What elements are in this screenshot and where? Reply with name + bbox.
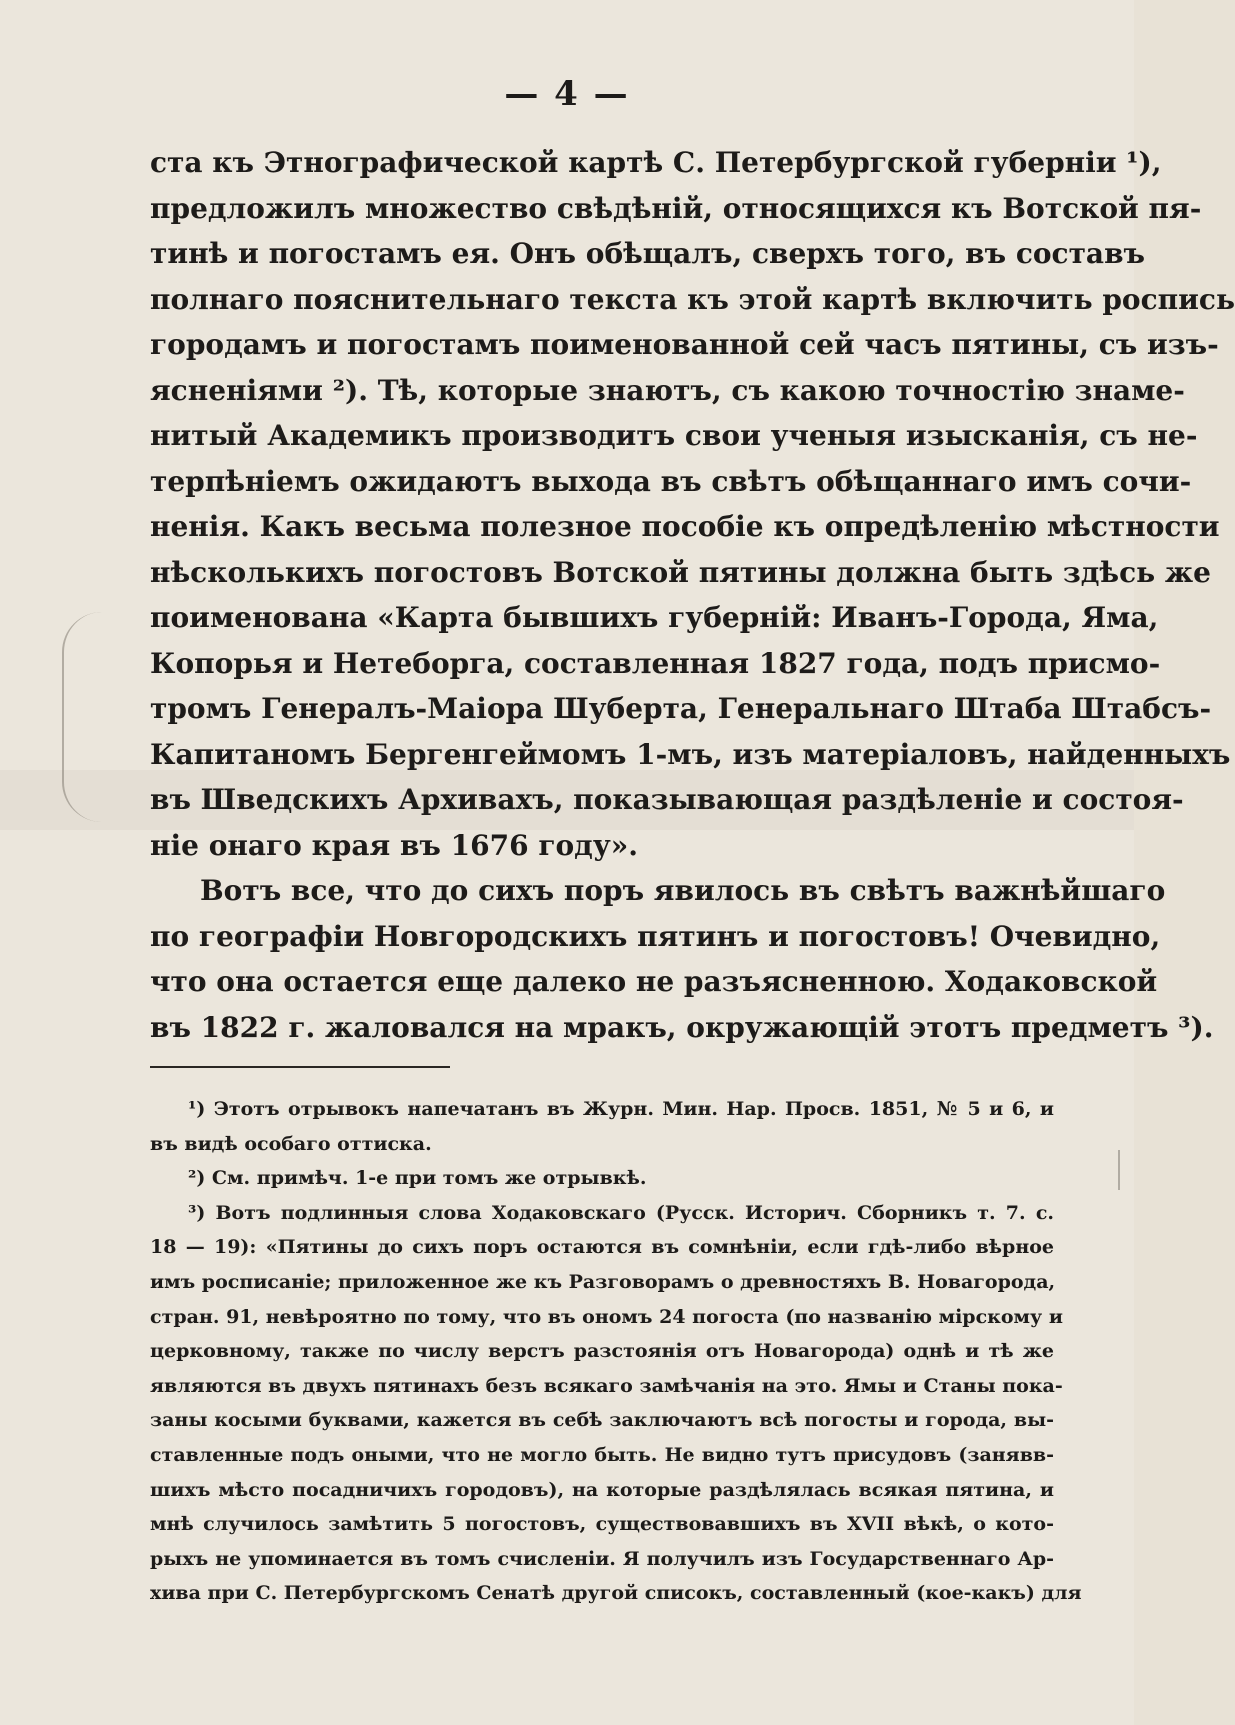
text-line: ясненіями ²). Тѣ, которые знаютъ, съ какою точностію знаме- (150, 373, 1185, 407)
footnote-line: ¹) Этотъ отрывокъ напечатанъ въ Журн. Мин. Нар. Просв. 1851, № 5 и 6, и (188, 1098, 1054, 1120)
text-line: въ 1822 г. жаловался на мракъ, окружающій этотъ предметъ ³). (150, 1010, 1214, 1044)
text-line: ста къ Этнографической картѣ С. Петербургской губерніи ¹), (150, 146, 1162, 179)
footnote-line: хива при С. Петербургскомъ Сенатѣ другой списокъ, составленный (кое-какъ) для (150, 1582, 1082, 1605)
text-line: по географіи Новгородскихъ пятинъ и погостовъ! Очевидно, (150, 919, 1161, 953)
footnote-line: стран. 91, невѣроятно по тому, что въ ономъ 24 погоста (по названію мірскому и (150, 1305, 1063, 1328)
footnote-line: рыхъ не упоминается въ томъ счисленіи. Я получилъ изъ Государственнаго Ар- (150, 1547, 1054, 1570)
footnote-line: являются въ двухъ пятинахъ безъ всякаго замѣчанія на это. Ямы и Станы пока- (150, 1374, 1063, 1397)
text-line: Капитаномъ Бергенгеймомъ 1-мъ, изъ матеріаловъ, найденныхъ (150, 737, 1231, 771)
text-line: терпѣніемъ ожидаютъ выхода въ свѣтъ обѣщаннаго имъ сочи- (150, 464, 1192, 498)
footnote-line: мнѣ случилось замѣтить 5 погостовъ, существовавшихъ въ XVII вѣкѣ, о кото- (150, 1513, 1054, 1536)
text-line: Вотъ все, что до сихъ поръ явилось въ свѣтъ важнѣйшаго (200, 874, 1166, 907)
footnote-line: заны косыми буквами, кажется въ себѣ заключаютъ всѣ погосты и города, вы- (150, 1409, 1054, 1432)
footnote-line: шихъ мѣсто посадничихъ городовъ), на которые раздѣлялась всякая пятина, и (150, 1478, 1054, 1501)
text-line: ніе онаго края въ 1676 году». (150, 828, 638, 862)
text-line: городамъ и погостамъ поименованной сей часъ пятины, съ изъ- (150, 328, 1219, 361)
footnotes-block (150, 1092, 1082, 1611)
page-number: — 4 — (504, 74, 630, 114)
text-line: тромъ Генералъ-Маіора Шуберта, Генеральнаго Штаба Штабсъ- (150, 692, 1212, 725)
footnote-line: 18 — 19): «Пятины до сихъ поръ остаются въ сомнѣніи, если гдѣ-либо вѣрное (150, 1236, 1054, 1259)
footnote-line: церковному, также по числу верстъ разстоянія отъ Новагорода) однѣ и тѣ же (150, 1340, 1054, 1363)
text-line: поименована «Карта бывшихъ губерній: Иванъ-Города, Яма, (150, 601, 1159, 634)
footnote-divider (150, 1066, 450, 1068)
text-line: нѣсколькихъ погостовъ Вотской пятины должна быть здѣсь же (150, 555, 1211, 589)
footnote-line: имъ росписаніе; приложенное же къ Разговорамъ о древностяхъ В. Новагорода, (150, 1270, 1056, 1293)
main-text-block (150, 140, 1235, 1050)
text-line: ненія. Какъ весьма полезное пособіе къ опредѣленію мѣстности (150, 510, 1220, 543)
text-line: предложилъ множество свѣдѣній, относящихся къ Вотской пя- (150, 191, 1202, 225)
text-line: тинѣ и погостамъ ея. Онъ обѣщалъ, сверхъ того, въ составъ (150, 237, 1146, 270)
margin-pencil-mark (62, 612, 104, 822)
footnote-line: ставленные подъ оными, что не могло быть. Не видно тутъ присудовъ (занявв- (150, 1443, 1054, 1466)
edge-mark (1118, 1150, 1120, 1190)
text-line: въ Шведскихъ Архивахъ, показывающая раздѣленіе и состоя- (150, 783, 1184, 816)
text-line: Копорья и Нетеборга, составленная 1827 года, подъ присмо- (150, 646, 1161, 680)
text-line: что она остается еще далеко не разъясненною. Ходаковской (150, 965, 1158, 998)
footnote-line: ²) См. примѣч. 1-е при томъ же отрывкѣ. (188, 1167, 647, 1190)
text-line: полнаго пояснительнаго текста къ этой картѣ включить роспись (150, 282, 1235, 316)
footnote-line: ³) Вотъ подлинныя слова Ходаковскаго (Русск. Историч. Сборникъ т. 7. с. (188, 1201, 1054, 1224)
text-line: нитый Академикъ производитъ свои ученыя изысканія, съ не- (150, 419, 1198, 452)
footnote-line: въ видѣ особаго оттиска. (150, 1132, 432, 1155)
